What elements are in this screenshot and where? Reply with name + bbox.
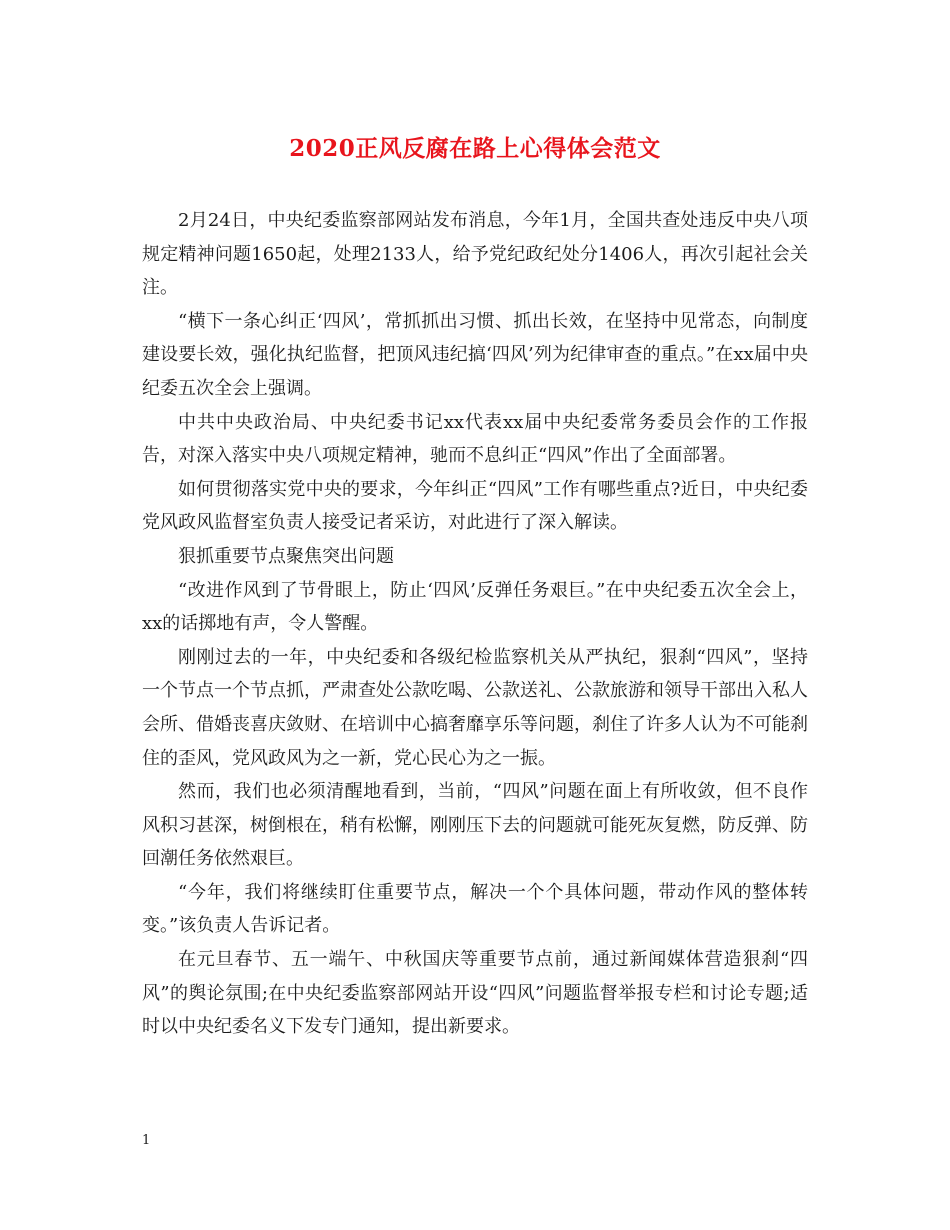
- paragraph-4: 如何贯彻落实党中央的要求，今年纠正“四风”工作有哪些重点?近日，中央纪委党风政风监督室负责人接受记者采访，对此进行了深入解读。: [142, 478, 808, 534]
- document-title: 2020正风反腐在路上心得体会范文: [289, 135, 661, 162]
- section-heading: 狠抓重要节点聚焦突出问题: [178, 545, 394, 567]
- document-body: [142, 204, 808, 1044]
- paragraph-1: 2月24日，中央纪委监察部网站发布消息，今年1月，全国共查处违反中央八项规定精神问题1650起，处理2133人，给予党纪政纪处分1406人，再次引起社会关注。: [142, 210, 808, 299]
- paragraph-3: 中共中央政治局、中央纪委书记xx代表xx届中央纪委常务委员会作的工作报告，对深入落实中央八项规定精神，驰而不息纠正“四风”作出了全面部署。: [142, 411, 808, 467]
- paragraph-2: “横下一条心纠正‘四风’，常抓抓出习惯、抓出长效，在坚持中见常态，向制度建设要长效，强化执纪监督，把顶风违纪搞‘四风’列为纪律审查的重点。”在xx届中央纪委五次全会上强调。: [142, 310, 808, 399]
- paragraph-8: “今年，我们将继续盯住重要节点，解决一个个具体问题，带动作风的整体转变。”该负责人告诉记者。: [142, 881, 808, 937]
- paragraph-6: 刚刚过去的一年，中央纪委和各级纪检监察机关从严执纪，狠刹“四风”，坚持一个节点一个节点抓，严肃查处公款吃喝、公款送礼、公款旅游和领导干部出入私人会所、借婚丧喜庆敛财、在培训中心搞奢靡享乐等问题，刹住了许多人认为不可能刹住的歪风，党风政风为之一新，党心民心为之一振。: [142, 646, 808, 769]
- paragraph-5: “改进作风到了节骨眼上，防止‘四风’反弹任务艰巨。”在中央纪委五次全会上，xx的话掷地有声，令人警醒。: [142, 579, 808, 635]
- page-number: 1: [142, 1133, 151, 1148]
- paragraph-9: 在元旦春节、五一端午、中秋国庆等重要节点前，通过新闻媒体营造狠刹“四风”的舆论氛围;在中央纪委监察部网站开设“四风”问题监督举报专栏和讨论专题;适时以中央纪委名义下发专门通知，提出新要求。: [142, 949, 808, 1038]
- paragraph-7: 然而，我们也必须清醒地看到，当前，“四风”问题在面上有所收敛，但不良作风积习甚深，树倒根在，稍有松懈，刚刚压下去的问题就可能死灰复燃，防反弹、防回潮任务依然艰巨。: [142, 781, 808, 870]
